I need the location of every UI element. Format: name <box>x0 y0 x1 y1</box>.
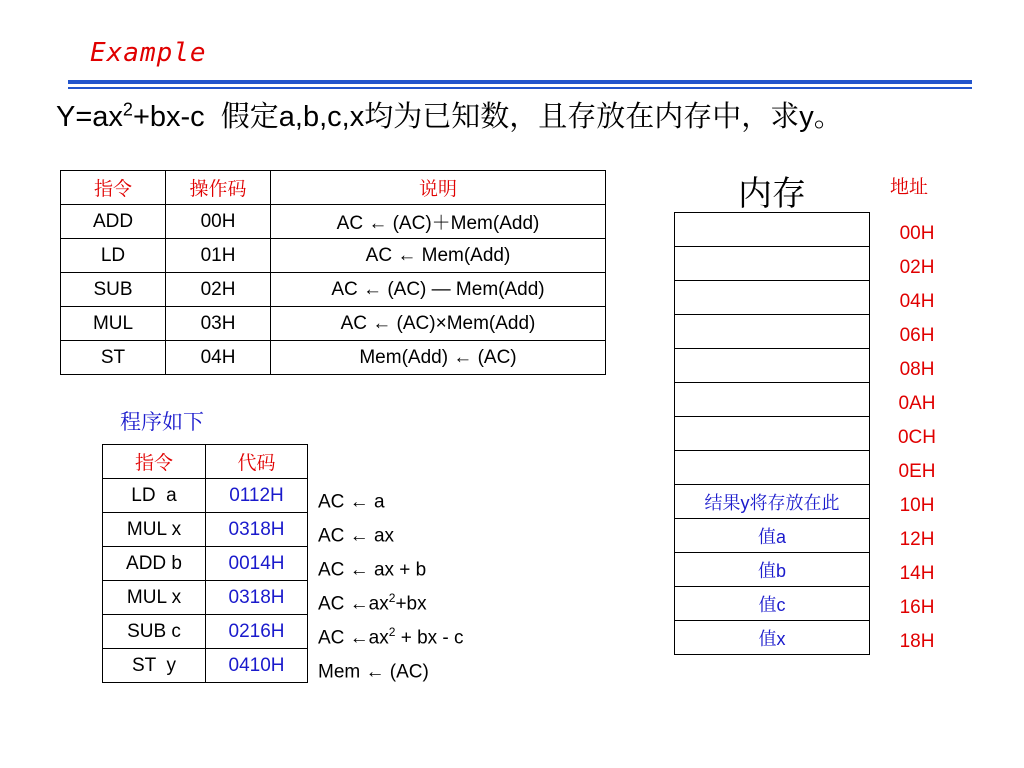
formula-exponent: 2 <box>122 99 133 120</box>
table-header-row <box>61 171 606 205</box>
memory-cell-row <box>675 485 870 519</box>
opcode-cell: 00H <box>166 205 271 239</box>
comment-line <box>318 479 464 513</box>
table-row <box>103 649 308 683</box>
address-label: 0AH <box>898 393 936 414</box>
table-row <box>103 513 308 547</box>
opcode-cell: 02H <box>166 273 271 307</box>
address-label: 0EH <box>898 461 936 482</box>
address-label: 10H <box>899 495 935 516</box>
comment-text: AC ← a <box>318 491 385 513</box>
memory-cell-row <box>675 587 870 621</box>
comment-tail: + bx - c <box>395 627 464 649</box>
address-label: 18H <box>899 631 935 652</box>
memory-cell <box>675 213 870 247</box>
comment-text: AC ← ax <box>318 525 395 547</box>
table-header-row <box>103 445 308 479</box>
table-row <box>61 273 606 307</box>
instruction-cell: LD a <box>103 479 206 513</box>
memory-cell-row <box>675 417 870 451</box>
comment-text: AC ←ax <box>318 593 389 615</box>
memory-table <box>674 212 870 655</box>
instruction-cell: SUB c <box>103 615 206 649</box>
memory-cell-result: 结果y将存放在此 <box>675 485 870 519</box>
comment-line <box>318 513 464 547</box>
opcode-cell: 01H <box>166 239 271 273</box>
code-cell: 0410H <box>206 649 308 683</box>
address-label: 06H <box>899 325 935 346</box>
formula-lhs: Y=ax <box>56 101 123 133</box>
memory-cell <box>675 417 870 451</box>
table-row <box>103 479 308 513</box>
instruction-cell: LD <box>61 239 166 273</box>
code-cell: 0318H <box>206 581 308 615</box>
comment-line <box>318 547 464 581</box>
comment-text: AC ←ax <box>318 627 389 649</box>
memory-cell <box>675 315 870 349</box>
table-row <box>103 547 308 581</box>
memory-title: 内存 <box>738 175 806 213</box>
comment-exponent: 2 <box>388 591 396 605</box>
description-cell: Mem(Add) ← (AC) <box>271 341 606 375</box>
code-cell: 0318H <box>206 513 308 547</box>
slide-title: Example <box>90 38 207 68</box>
address-label: 0CH <box>897 427 936 448</box>
header-code: 代码 <box>206 445 308 479</box>
memory-cell-c: 值c <box>675 587 870 621</box>
header-description: 说明 <box>271 171 606 205</box>
opcode-cell: 04H <box>166 341 271 375</box>
memory-cell-row <box>675 383 870 417</box>
comment-text: Mem ← (AC) <box>318 661 429 683</box>
instruction-cell: ADD b <box>103 547 206 581</box>
comment-exponent: 2 <box>388 625 396 639</box>
instruction-cell: ST <box>61 341 166 375</box>
comment-line <box>318 649 464 683</box>
table-row <box>61 205 606 239</box>
header-opcode: 操作码 <box>166 171 271 205</box>
memory-cell-row <box>675 519 870 553</box>
description-cell: AC ← Mem(Add) <box>271 239 606 273</box>
address-title: 地址 <box>890 177 929 198</box>
instruction-cell: MUL x <box>103 513 206 547</box>
memory-cell-row <box>675 281 870 315</box>
title-rule-thick <box>68 80 972 84</box>
comment-tail: +bx <box>395 593 427 615</box>
address-column <box>890 217 944 659</box>
table-row <box>103 615 308 649</box>
memory-cell-row <box>675 553 870 587</box>
header-instruction: 指令 <box>61 171 166 205</box>
description-cell: AC ← (AC) — Mem(Add) <box>271 273 606 307</box>
program-table <box>102 444 308 683</box>
address-label: 16H <box>899 597 935 618</box>
table-row <box>61 239 606 273</box>
memory-cell-x: 值x <box>675 621 870 655</box>
table-row <box>61 307 606 341</box>
formula-rest: +bx-c <box>132 101 205 133</box>
memory-cell-a: 值a <box>675 519 870 553</box>
opcode-cell: 03H <box>166 307 271 341</box>
memory-cell-row <box>675 247 870 281</box>
instruction-set-table <box>60 170 606 375</box>
program-label: 程序如下 <box>120 411 204 434</box>
memory-cell <box>675 451 870 485</box>
code-cell: 0014H <box>206 547 308 581</box>
memory-cell <box>675 247 870 281</box>
comment-line <box>318 615 464 649</box>
code-cell: 0112H <box>206 479 308 513</box>
address-label: 00H <box>899 223 935 244</box>
code-cell: 0216H <box>206 615 308 649</box>
memory-cell-row <box>675 451 870 485</box>
table-row <box>61 341 606 375</box>
memory-cell-row <box>675 213 870 247</box>
memory-cell-row <box>675 349 870 383</box>
instruction-cell: MUL x <box>103 581 206 615</box>
memory-cell-row <box>675 315 870 349</box>
instruction-cell: SUB <box>61 273 166 307</box>
address-label: 14H <box>899 563 935 584</box>
comment-line <box>318 581 464 615</box>
header-instruction: 指令 <box>103 445 206 479</box>
memory-cell <box>675 281 870 315</box>
instruction-cell: MUL <box>61 307 166 341</box>
description-cell: AC ← (AC)＋Mem(Add) <box>271 205 606 239</box>
formula-note: 假定a,b,c,x均为已知数，且存放在内存中，求y。 <box>220 101 843 133</box>
memory-cell <box>675 383 870 417</box>
address-label: 04H <box>899 291 935 312</box>
table-row <box>103 581 308 615</box>
memory-cell-row <box>675 621 870 655</box>
problem-statement <box>56 94 843 135</box>
address-label: 12H <box>899 529 935 550</box>
address-label: 08H <box>899 359 935 380</box>
description-cell: AC ← (AC)×Mem(Add) <box>271 307 606 341</box>
memory-cell <box>675 349 870 383</box>
address-label: 02H <box>899 257 935 278</box>
comment-text: AC ← ax + b <box>318 559 427 581</box>
memory-cell-b: 值b <box>675 553 870 587</box>
instruction-cell: ST y <box>103 649 206 683</box>
instruction-cell: ADD <box>61 205 166 239</box>
program-comments <box>318 479 464 683</box>
title-rule-thin <box>68 87 972 89</box>
